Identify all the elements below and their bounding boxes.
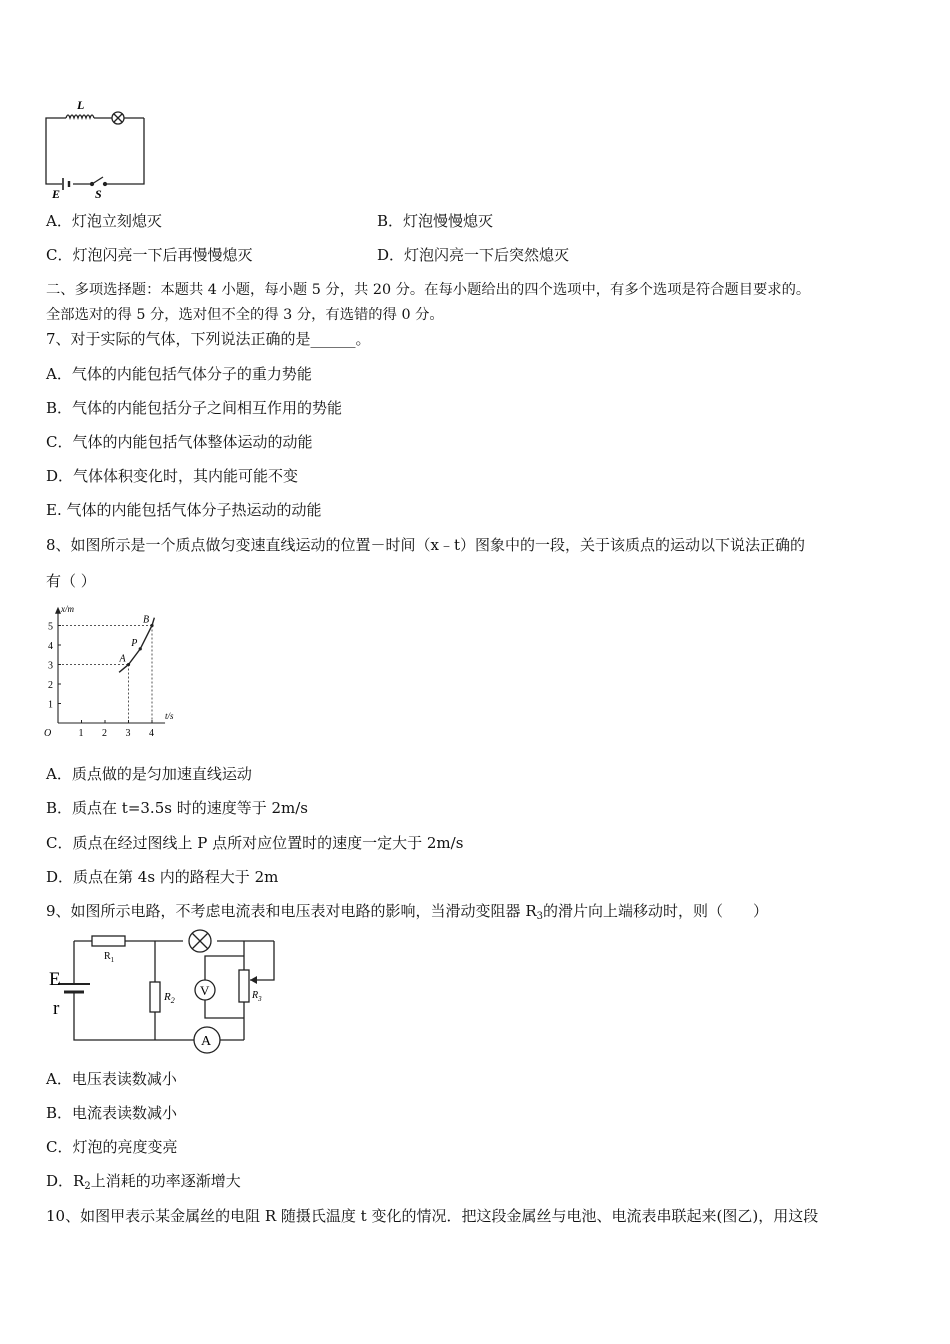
xt-graph	[40, 600, 190, 745]
x-tick-label: 3	[125, 728, 131, 739]
q9-option-d: D．$R_2$上消耗的功率逐渐增大	[46, 1172, 241, 1192]
inductor-coil-icon	[66, 115, 94, 118]
point-A	[127, 663, 130, 666]
ammeter-label: A	[201, 1034, 212, 1049]
resistor-r3	[239, 970, 249, 1002]
r3-label: $R_3$	[252, 990, 262, 1003]
inductor-lamp-circuit	[40, 96, 152, 204]
q9-circuit	[44, 928, 284, 1058]
q7-option-b: B．气体的内能包括分子之间相互作用的势能	[46, 399, 343, 417]
y-tick-label: 1	[48, 699, 53, 711]
y-tick-label: 3	[48, 660, 53, 672]
q8-option-c: C．质点在经过图线上 P 点所对应位置时的速度一定大于 2m/s	[46, 834, 464, 852]
q8-stem-line2: 有（ ）	[46, 572, 96, 590]
x-tick-label: 4	[149, 728, 154, 739]
y-tick-label: 4	[48, 641, 53, 652]
q8-option-b: B．质点在 t=3.5s 时的速度等于 2m/s	[46, 799, 308, 817]
section2-heading-line1: 二、多项选择题：本题共 4 小题，每小题 5 分，共 20 分。在每小题给出的四个选项中，有多个选项是符合题目要求的。	[46, 282, 811, 298]
point-label-B: B	[143, 614, 150, 626]
q9-option-b: B．电流表读数减小	[46, 1104, 178, 1122]
resistor-r1	[92, 936, 125, 946]
point-label-A: A	[119, 653, 126, 665]
section2-heading-line2: 全部选对的得 5 分，选对但不全的得 3 分，有选错的得 0 分。	[46, 307, 444, 323]
q8-stem-line1: 8、如图所示是一个质点做匀变速直线运动的位置－时间（x﹣t）图象中的一段，关于该质点的运动以下说法正确的	[46, 536, 806, 554]
q10-stem: 10、如图甲表示某金属丝的电阻 R 随摄氏温度 t 变化的情况．把这段金属丝与电池、电流表串联起来(图乙)，用这段	[46, 1207, 819, 1225]
y-tick-label: 2	[48, 680, 53, 691]
q9-option-a: A．电压表读数减小	[46, 1070, 177, 1088]
q7-option-a: A．气体的内能包括气体分子的重力势能	[46, 365, 312, 383]
battery-label: E	[52, 187, 61, 201]
y-axis-label: x/m	[61, 603, 74, 614]
xt-guide-lines	[58, 626, 152, 724]
inductor-label: L	[77, 98, 85, 112]
x-tick-label: 1	[78, 728, 84, 739]
point-P	[139, 647, 142, 650]
point-label-P: P	[131, 637, 138, 649]
q9-option-c: C．灯泡的亮度变亮	[46, 1138, 178, 1156]
q6-option-d: D．灯泡闪亮一下后突然熄灭	[377, 246, 570, 264]
circuit-wire	[46, 118, 66, 184]
q6-option-a: A．灯泡立刻熄灭	[46, 212, 162, 230]
xt-axes	[58, 612, 165, 723]
battery-e-label: E	[49, 969, 61, 990]
q8-option-d: D．质点在第 4s 内的路程大于 2m	[46, 868, 279, 886]
q7-option-e: E. 气体的内能包括气体分子热运动的动能	[46, 501, 322, 519]
origin-label: O	[44, 728, 52, 739]
q8-option-a: A．质点做的是匀加速直线运动	[46, 765, 252, 783]
y-tick-label: 5	[48, 621, 53, 633]
q7-option-c: C．气体的内能包括气体整体运动的动能	[46, 433, 313, 451]
slider-arrow-icon	[250, 976, 257, 984]
resistor-r2	[150, 982, 160, 1012]
q6-option-b: B．灯泡慢慢熄灭	[377, 212, 494, 230]
point-B	[150, 624, 153, 627]
x-axis-label: t/s	[165, 711, 174, 721]
r1-label: $R_1$	[104, 951, 115, 964]
switch-label: S	[95, 187, 102, 201]
q6-option-c: C．灯泡闪亮一下后再慢慢熄灭	[46, 246, 253, 264]
x-tick-label: 2	[102, 728, 107, 739]
r2-label: $R_2$	[164, 991, 175, 1005]
voltmeter-label: V	[200, 983, 210, 998]
battery-r-label: r	[53, 998, 60, 1019]
q7-stem: 7、对于实际的气体，下列说法正确的是______。	[46, 330, 371, 348]
q7-option-d: D．气体体积变化时，其内能可能不变	[46, 467, 299, 485]
q9-stem: 9、如图所示电路，不考虑电流表和电压表对电路的影响，当滑动变阻器 $R_3$的滑片向上端移动时，则（ ）	[46, 902, 768, 922]
